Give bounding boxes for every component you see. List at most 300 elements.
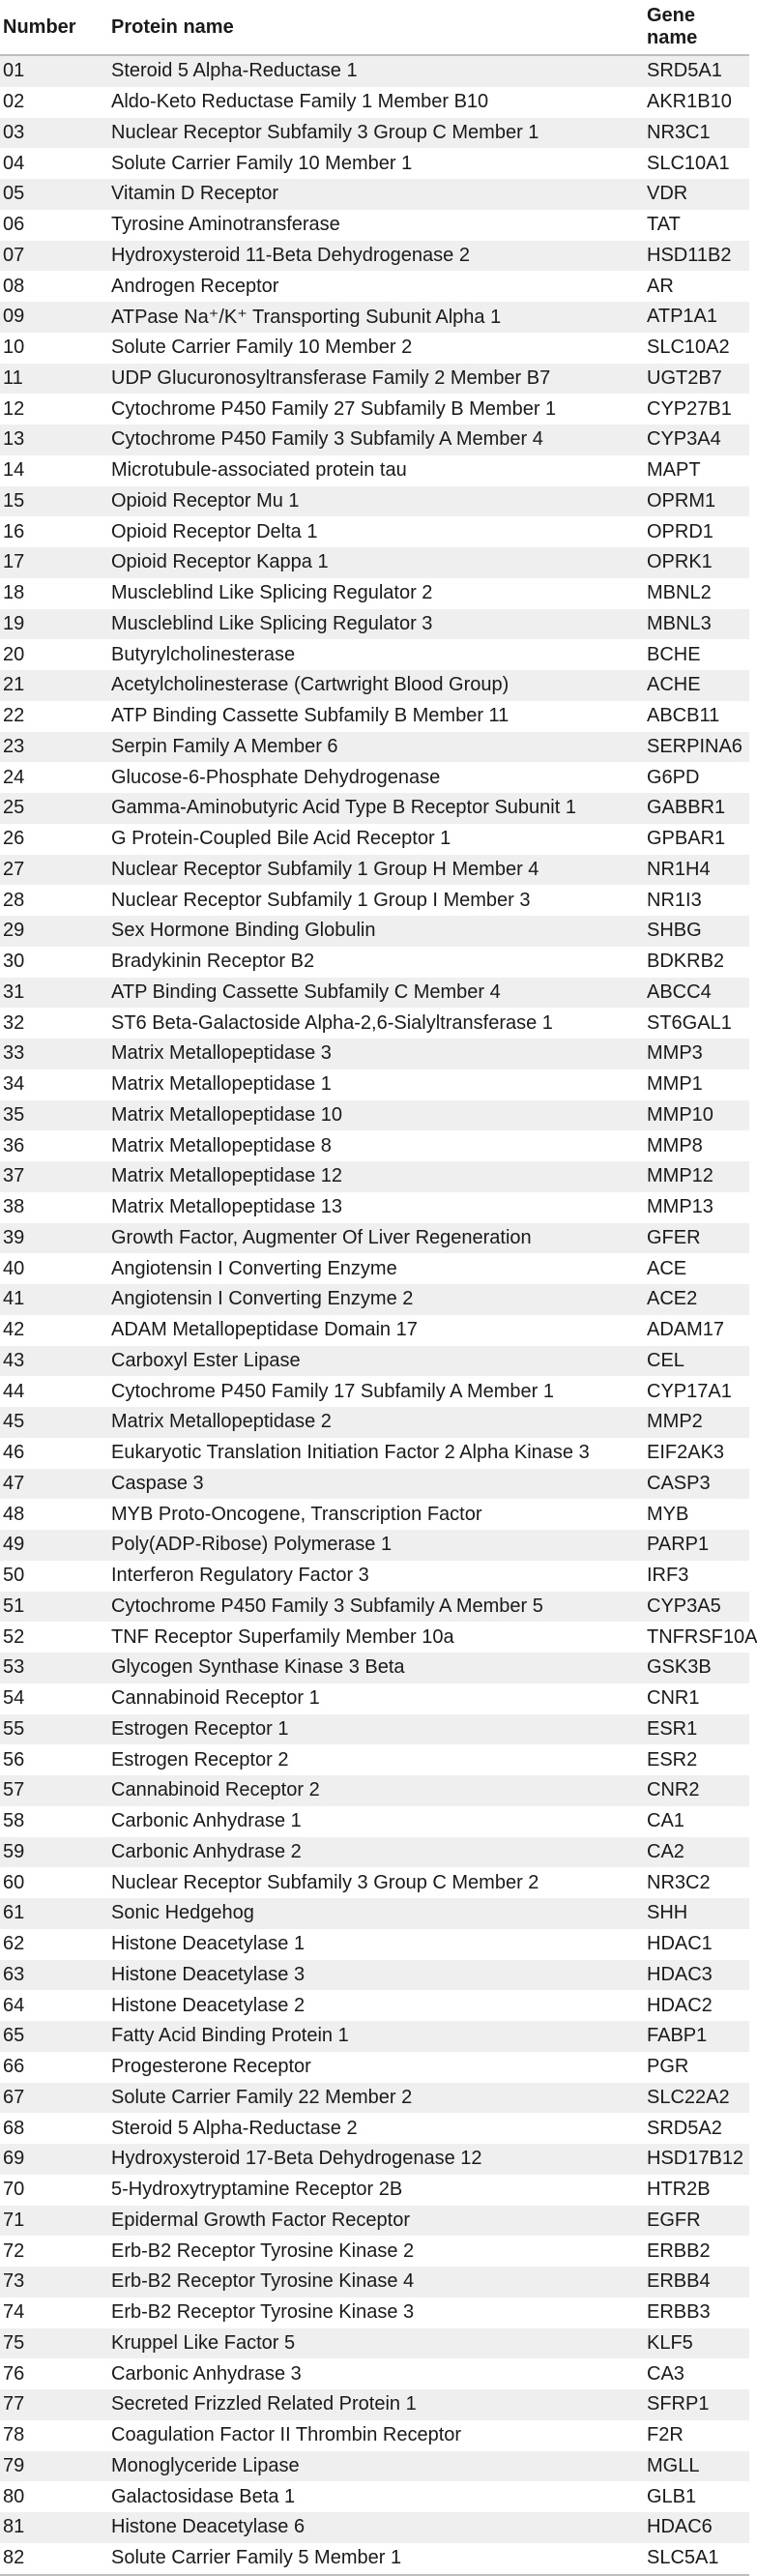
cell-number: 78 bbox=[0, 2420, 111, 2451]
cell-protein-name: Opioid Receptor Delta 1 bbox=[111, 516, 647, 547]
cell-gene-name: MYB bbox=[647, 1499, 749, 1530]
cell-protein-name: Cannabinoid Receptor 1 bbox=[111, 1683, 647, 1714]
cell-number: 21 bbox=[0, 670, 111, 701]
cell-gene-name: CA3 bbox=[647, 2358, 749, 2389]
cell-gene-name: NR3C1 bbox=[647, 118, 749, 149]
cell-protein-name: Solute Carrier Family 22 Member 2 bbox=[111, 2083, 647, 2114]
cell-number: 70 bbox=[0, 2175, 111, 2206]
table-row bbox=[0, 732, 749, 763]
cell-number: 47 bbox=[0, 1469, 111, 1500]
table-row bbox=[0, 978, 749, 1009]
cell-number: 43 bbox=[0, 1346, 111, 1377]
table-row bbox=[0, 1898, 749, 1929]
cell-number: 41 bbox=[0, 1284, 111, 1315]
cell-protein-name: Tyrosine Aminotransferase bbox=[111, 210, 647, 241]
table-row bbox=[0, 2451, 749, 2482]
table-row bbox=[0, 793, 749, 824]
cell-gene-name: MBNL2 bbox=[647, 578, 749, 609]
cell-protein-name: Steroid 5 Alpha-Reductase 2 bbox=[111, 2113, 647, 2144]
cell-protein-name: Epidermal Growth Factor Receptor bbox=[111, 2206, 647, 2237]
cell-gene-name: EGFR bbox=[647, 2206, 749, 2237]
cell-protein-name: Glucose-6-Phosphate Dehydrogenase bbox=[111, 762, 647, 793]
cell-protein-name: Cytochrome P450 Family 27 Subfamily B Member 1 bbox=[111, 394, 647, 424]
cell-number: 24 bbox=[0, 762, 111, 793]
cell-protein-name: Butyrylcholinesterase bbox=[111, 639, 647, 670]
cell-gene-name: ACE bbox=[647, 1253, 749, 1284]
cell-protein-name: Estrogen Receptor 2 bbox=[111, 1744, 647, 1775]
cell-number: 16 bbox=[0, 516, 111, 547]
cell-gene-name: ERBB3 bbox=[647, 2298, 749, 2328]
cell-number: 09 bbox=[0, 302, 111, 333]
table-row bbox=[0, 1622, 749, 1653]
cell-number: 60 bbox=[0, 1867, 111, 1898]
cell-protein-name: Angiotensin I Converting Enzyme 2 bbox=[111, 1284, 647, 1315]
cell-number: 62 bbox=[0, 1929, 111, 1960]
cell-protein-name: Carbonic Anhydrase 1 bbox=[111, 1806, 647, 1837]
cell-number: 77 bbox=[0, 2389, 111, 2420]
cell-number: 76 bbox=[0, 2358, 111, 2389]
cell-gene-name: CA1 bbox=[647, 1806, 749, 1837]
table-row bbox=[0, 1069, 749, 1100]
cell-gene-name: ERBB2 bbox=[647, 2236, 749, 2267]
cell-gene-name: CYP27B1 bbox=[647, 394, 749, 424]
cell-number: 66 bbox=[0, 2052, 111, 2083]
cell-protein-name: Cytochrome P450 Family 3 Subfamily A Member 4 bbox=[111, 424, 647, 455]
cell-number: 65 bbox=[0, 2021, 111, 2052]
cell-number: 42 bbox=[0, 1315, 111, 1346]
table-row bbox=[0, 1223, 749, 1254]
cell-gene-name: MMP8 bbox=[647, 1130, 749, 1161]
cell-gene-name: ESR2 bbox=[647, 1744, 749, 1775]
cell-protein-name: Aldo-Keto Reductase Family 1 Member B10 bbox=[111, 87, 647, 118]
cell-number: 56 bbox=[0, 1744, 111, 1775]
cell-number: 82 bbox=[0, 2543, 111, 2575]
cell-protein-name: Acetylcholinesterase (Cartwright Blood Group) bbox=[111, 670, 647, 701]
table-row bbox=[0, 2236, 749, 2267]
cell-number: 61 bbox=[0, 1898, 111, 1929]
cell-gene-name: UGT2B7 bbox=[647, 364, 749, 395]
cell-gene-name: ATP1A1 bbox=[647, 302, 749, 333]
table-row bbox=[0, 55, 749, 87]
cell-number: 20 bbox=[0, 639, 111, 670]
cell-protein-name: Nuclear Receptor Subfamily 1 Group H Member 4 bbox=[111, 855, 647, 886]
cell-number: 40 bbox=[0, 1253, 111, 1284]
cell-number: 17 bbox=[0, 547, 111, 578]
cell-gene-name: SLC10A1 bbox=[647, 148, 749, 179]
cell-gene-name: ABCC4 bbox=[647, 978, 749, 1009]
cell-gene-name: HDAC1 bbox=[647, 1929, 749, 1960]
cell-protein-name: Matrix Metallopeptidase 13 bbox=[111, 1192, 647, 1223]
table-row bbox=[0, 916, 749, 947]
cell-gene-name: CEL bbox=[647, 1346, 749, 1377]
cell-protein-name: Matrix Metallopeptidase 8 bbox=[111, 1130, 647, 1161]
cell-gene-name: ACHE bbox=[647, 670, 749, 701]
cell-protein-name: Cytochrome P450 Family 17 Subfamily A Member 1 bbox=[111, 1376, 647, 1407]
cell-number: 13 bbox=[0, 424, 111, 455]
table-row bbox=[0, 455, 749, 486]
table-row bbox=[0, 148, 749, 179]
cell-number: 05 bbox=[0, 179, 111, 210]
cell-gene-name: HSD17B12 bbox=[647, 2144, 749, 2175]
cell-gene-name: AKR1B10 bbox=[647, 87, 749, 118]
cell-number: 71 bbox=[0, 2206, 111, 2237]
table-row bbox=[0, 1346, 749, 1377]
table-row bbox=[0, 639, 749, 670]
table-row bbox=[0, 394, 749, 424]
cell-gene-name: MGLL bbox=[647, 2451, 749, 2482]
cell-gene-name: TNFRSF10A bbox=[647, 1622, 749, 1653]
cell-gene-name: SHH bbox=[647, 1898, 749, 1929]
cell-protein-name: Estrogen Receptor 1 bbox=[111, 1714, 647, 1745]
cell-number: 79 bbox=[0, 2451, 111, 2482]
table-row bbox=[0, 364, 749, 395]
cell-number: 22 bbox=[0, 701, 111, 732]
cell-number: 28 bbox=[0, 885, 111, 916]
cell-gene-name: GLB1 bbox=[647, 2481, 749, 2512]
table-row bbox=[0, 670, 749, 701]
cell-protein-name: ST6 Beta-Galactoside Alpha-2,6-Sialyltransferase 1 bbox=[111, 1008, 647, 1039]
cell-protein-name: Muscleblind Like Splicing Regulator 2 bbox=[111, 578, 647, 609]
cell-protein-name: 5-Hydroxytryptamine Receptor 2B bbox=[111, 2175, 647, 2206]
cell-gene-name: EIF2AK3 bbox=[647, 1438, 749, 1469]
cell-protein-name: UDP Glucuronosyltransferase Family 2 Member B7 bbox=[111, 364, 647, 395]
cell-number: 37 bbox=[0, 1161, 111, 1192]
cell-number: 33 bbox=[0, 1039, 111, 1069]
cell-gene-name: MAPT bbox=[647, 455, 749, 486]
cell-protein-name: Solute Carrier Family 5 Member 1 bbox=[111, 2543, 647, 2575]
table-row bbox=[0, 1683, 749, 1714]
cell-gene-name: CA2 bbox=[647, 1837, 749, 1868]
table-row bbox=[0, 762, 749, 793]
cell-number: 51 bbox=[0, 1592, 111, 1623]
cell-gene-name: VDR bbox=[647, 179, 749, 210]
cell-protein-name: Nuclear Receptor Subfamily 3 Group C Member 2 bbox=[111, 1867, 647, 1898]
cell-protein-name: ATPase Na⁺/K⁺ Transporting Subunit Alpha 1 bbox=[111, 302, 647, 333]
cell-protein-name: Histone Deacetylase 3 bbox=[111, 1960, 647, 1991]
cell-protein-name: Fatty Acid Binding Protein 1 bbox=[111, 2021, 647, 2052]
cell-gene-name: IRF3 bbox=[647, 1561, 749, 1592]
cell-gene-name: GPBAR1 bbox=[647, 824, 749, 855]
cell-number: 06 bbox=[0, 210, 111, 241]
table-row bbox=[0, 578, 749, 609]
cell-gene-name: MMP2 bbox=[647, 1407, 749, 1438]
cell-gene-name: PGR bbox=[647, 2052, 749, 2083]
table-row bbox=[0, 855, 749, 886]
cell-gene-name: CYP3A5 bbox=[647, 1592, 749, 1623]
cell-protein-name: Matrix Metallopeptidase 1 bbox=[111, 1069, 647, 1100]
table-row bbox=[0, 1253, 749, 1284]
table-row bbox=[0, 947, 749, 978]
cell-gene-name: CNR1 bbox=[647, 1683, 749, 1714]
cell-gene-name: G6PD bbox=[647, 762, 749, 793]
cell-number: 12 bbox=[0, 394, 111, 424]
cell-gene-name: ST6GAL1 bbox=[647, 1008, 749, 1039]
cell-number: 34 bbox=[0, 1069, 111, 1100]
table-row bbox=[0, 701, 749, 732]
cell-protein-name: Growth Factor, Augmenter Of Liver Regeneration bbox=[111, 1223, 647, 1254]
cell-number: 54 bbox=[0, 1683, 111, 1714]
cell-gene-name: ACE2 bbox=[647, 1284, 749, 1315]
cell-number: 68 bbox=[0, 2113, 111, 2144]
table-row bbox=[0, 2267, 749, 2298]
table-row bbox=[0, 1530, 749, 1561]
cell-gene-name: SLC22A2 bbox=[647, 2083, 749, 2114]
table-row bbox=[0, 2206, 749, 2237]
cell-gene-name: PARP1 bbox=[647, 1530, 749, 1561]
table-row bbox=[0, 1744, 749, 1775]
cell-protein-name: Galactosidase Beta 1 bbox=[111, 2481, 647, 2512]
cell-number: 19 bbox=[0, 609, 111, 640]
cell-gene-name: ABCB11 bbox=[647, 701, 749, 732]
cell-number: 04 bbox=[0, 148, 111, 179]
cell-protein-name: Histone Deacetylase 1 bbox=[111, 1929, 647, 1960]
cell-protein-name: Erb-B2 Receptor Tyrosine Kinase 2 bbox=[111, 2236, 647, 2267]
table-row bbox=[0, 302, 749, 333]
cell-gene-name: GSK3B bbox=[647, 1653, 749, 1683]
table-row bbox=[0, 1192, 749, 1223]
cell-protein-name: Hydroxysteroid 17-Beta Dehydrogenase 12 bbox=[111, 2144, 647, 2175]
cell-protein-name: Carbonic Anhydrase 3 bbox=[111, 2358, 647, 2389]
table-row bbox=[0, 1100, 749, 1131]
table-row bbox=[0, 609, 749, 640]
cell-protein-name: Progesterone Receptor bbox=[111, 2052, 647, 2083]
table-row bbox=[0, 87, 749, 118]
cell-gene-name: SERPINA6 bbox=[647, 732, 749, 763]
cell-protein-name: Matrix Metallopeptidase 2 bbox=[111, 1407, 647, 1438]
cell-protein-name: Coagulation Factor II Thrombin Receptor bbox=[111, 2420, 647, 2451]
table-row bbox=[0, 2358, 749, 2389]
cell-number: 32 bbox=[0, 1008, 111, 1039]
cell-protein-name: Solute Carrier Family 10 Member 2 bbox=[111, 333, 647, 364]
table-row bbox=[0, 1960, 749, 1991]
cell-protein-name: Vitamin D Receptor bbox=[111, 179, 647, 210]
cell-protein-name: Hydroxysteroid 11-Beta Dehydrogenase 2 bbox=[111, 241, 647, 272]
table-row bbox=[0, 424, 749, 455]
cell-protein-name: Androgen Receptor bbox=[111, 271, 647, 302]
cell-gene-name: KLF5 bbox=[647, 2328, 749, 2359]
table-row bbox=[0, 1376, 749, 1407]
table-row bbox=[0, 486, 749, 517]
table-row bbox=[0, 1161, 749, 1192]
cell-protein-name: Erb-B2 Receptor Tyrosine Kinase 3 bbox=[111, 2298, 647, 2328]
cell-protein-name: Bradykinin Receptor B2 bbox=[111, 947, 647, 978]
cell-number: 36 bbox=[0, 1130, 111, 1161]
cell-gene-name: F2R bbox=[647, 2420, 749, 2451]
cell-gene-name: SRD5A1 bbox=[647, 55, 749, 87]
cell-gene-name: ESR1 bbox=[647, 1714, 749, 1745]
table-row bbox=[0, 2481, 749, 2512]
cell-number: 02 bbox=[0, 87, 111, 118]
cell-gene-name: BDKRB2 bbox=[647, 947, 749, 978]
cell-number: 27 bbox=[0, 855, 111, 886]
cell-gene-name: CYP17A1 bbox=[647, 1376, 749, 1407]
cell-gene-name: AR bbox=[647, 271, 749, 302]
cell-gene-name: CYP3A4 bbox=[647, 424, 749, 455]
cell-protein-name: Monoglyceride Lipase bbox=[111, 2451, 647, 2482]
cell-number: 73 bbox=[0, 2267, 111, 2298]
table-header bbox=[0, 0, 749, 55]
cell-number: 14 bbox=[0, 455, 111, 486]
cell-protein-name: Matrix Metallopeptidase 12 bbox=[111, 1161, 647, 1192]
cell-gene-name: HDAC2 bbox=[647, 1990, 749, 2021]
cell-protein-name: Angiotensin I Converting Enzyme bbox=[111, 1253, 647, 1284]
cell-number: 29 bbox=[0, 916, 111, 947]
cell-protein-name: Carboxyl Ester Lipase bbox=[111, 1346, 647, 1377]
cell-gene-name: ADAM17 bbox=[647, 1315, 749, 1346]
table-row bbox=[0, 2113, 749, 2144]
table-row bbox=[0, 2175, 749, 2206]
cell-protein-name: Eukaryotic Translation Initiation Factor 2 Alpha Kinase 3 bbox=[111, 1438, 647, 1469]
cell-number: 72 bbox=[0, 2236, 111, 2267]
cell-gene-name: FABP1 bbox=[647, 2021, 749, 2052]
cell-number: 10 bbox=[0, 333, 111, 364]
cell-gene-name: OPRD1 bbox=[647, 516, 749, 547]
cell-number: 23 bbox=[0, 732, 111, 763]
cell-gene-name: HDAC6 bbox=[647, 2512, 749, 2543]
cell-protein-name: Sonic Hedgehog bbox=[111, 1898, 647, 1929]
table-row bbox=[0, 179, 749, 210]
cell-gene-name: SHBG bbox=[647, 916, 749, 947]
cell-number: 39 bbox=[0, 1223, 111, 1254]
table-row bbox=[0, 1469, 749, 1500]
cell-gene-name: TAT bbox=[647, 210, 749, 241]
cell-number: 55 bbox=[0, 1714, 111, 1745]
cell-protein-name: Steroid 5 Alpha-Reductase 1 bbox=[111, 55, 647, 87]
table-row bbox=[0, 547, 749, 578]
cell-gene-name: HTR2B bbox=[647, 2175, 749, 2206]
cell-number: 75 bbox=[0, 2328, 111, 2359]
cell-number: 49 bbox=[0, 1530, 111, 1561]
table-row bbox=[0, 1315, 749, 1346]
table-row bbox=[0, 2328, 749, 2359]
cell-number: 25 bbox=[0, 793, 111, 824]
header-protein-name: Protein name bbox=[111, 0, 647, 55]
cell-gene-name: SLC10A2 bbox=[647, 333, 749, 364]
cell-protein-name: Muscleblind Like Splicing Regulator 3 bbox=[111, 609, 647, 640]
cell-gene-name: GABBR1 bbox=[647, 793, 749, 824]
cell-number: 31 bbox=[0, 978, 111, 1009]
cell-protein-name: Cannabinoid Receptor 2 bbox=[111, 1775, 647, 1806]
cell-number: 18 bbox=[0, 578, 111, 609]
cell-number: 46 bbox=[0, 1438, 111, 1469]
header-gene-name: Gene name bbox=[647, 0, 749, 55]
cell-number: 81 bbox=[0, 2512, 111, 2543]
cell-gene-name: MMP13 bbox=[647, 1192, 749, 1223]
cell-gene-name: MMP3 bbox=[647, 1039, 749, 1069]
table-row bbox=[0, 1438, 749, 1469]
cell-protein-name: Caspase 3 bbox=[111, 1469, 647, 1500]
cell-protein-name: Opioid Receptor Mu 1 bbox=[111, 486, 647, 517]
cell-protein-name: Opioid Receptor Kappa 1 bbox=[111, 547, 647, 578]
cell-protein-name: Interferon Regulatory Factor 3 bbox=[111, 1561, 647, 1592]
cell-number: 69 bbox=[0, 2144, 111, 2175]
table-row bbox=[0, 1653, 749, 1683]
cell-protein-name: Glycogen Synthase Kinase 3 Beta bbox=[111, 1653, 647, 1683]
cell-gene-name: SRD5A2 bbox=[647, 2113, 749, 2144]
table-row bbox=[0, 2144, 749, 2175]
cell-protein-name: Erb-B2 Receptor Tyrosine Kinase 4 bbox=[111, 2267, 647, 2298]
table-row bbox=[0, 1499, 749, 1530]
table-row bbox=[0, 333, 749, 364]
table-row bbox=[0, 241, 749, 272]
cell-gene-name: CASP3 bbox=[647, 1469, 749, 1500]
cell-protein-name: Secreted Frizzled Related Protein 1 bbox=[111, 2389, 647, 2420]
cell-protein-name: Microtubule-associated protein tau bbox=[111, 455, 647, 486]
table-row bbox=[0, 2543, 749, 2575]
table-row bbox=[0, 271, 749, 302]
table-row bbox=[0, 2420, 749, 2451]
table-row bbox=[0, 1990, 749, 2021]
table-row bbox=[0, 1008, 749, 1039]
cell-number: 57 bbox=[0, 1775, 111, 1806]
cell-gene-name: NR1H4 bbox=[647, 855, 749, 886]
cell-gene-name: GFER bbox=[647, 1223, 749, 1254]
cell-number: 15 bbox=[0, 486, 111, 517]
table-row bbox=[0, 1561, 749, 1592]
cell-gene-name: HSD11B2 bbox=[647, 241, 749, 272]
table-row bbox=[0, 2021, 749, 2052]
table-row bbox=[0, 118, 749, 149]
cell-protein-name: ATP Binding Cassette Subfamily C Member 4 bbox=[111, 978, 647, 1009]
cell-gene-name: SFRP1 bbox=[647, 2389, 749, 2420]
table-row bbox=[0, 1837, 749, 1868]
table-row bbox=[0, 1407, 749, 1438]
table-row bbox=[0, 2512, 749, 2543]
cell-number: 38 bbox=[0, 1192, 111, 1223]
cell-number: 58 bbox=[0, 1806, 111, 1837]
cell-gene-name: SLC5A1 bbox=[647, 2543, 749, 2575]
cell-number: 50 bbox=[0, 1561, 111, 1592]
cell-number: 48 bbox=[0, 1499, 111, 1530]
cell-gene-name: BCHE bbox=[647, 639, 749, 670]
cell-gene-name: CNR2 bbox=[647, 1775, 749, 1806]
table-row bbox=[0, 2052, 749, 2083]
cell-number: 07 bbox=[0, 241, 111, 272]
table-row bbox=[0, 1806, 749, 1837]
table-row bbox=[0, 2083, 749, 2114]
table-body bbox=[0, 55, 757, 2575]
cell-protein-name: ATP Binding Cassette Subfamily B Member 11 bbox=[111, 701, 647, 732]
table-row bbox=[0, 1714, 749, 1745]
cell-gene-name: OPRM1 bbox=[647, 486, 749, 517]
cell-protein-name: Carbonic Anhydrase 2 bbox=[111, 1837, 647, 1868]
cell-gene-name: MMP10 bbox=[647, 1100, 749, 1131]
table-row bbox=[0, 2298, 749, 2328]
cell-number: 63 bbox=[0, 1960, 111, 1991]
cell-protein-name: Histone Deacetylase 6 bbox=[111, 2512, 647, 2543]
cell-protein-name: Nuclear Receptor Subfamily 1 Group I Member 3 bbox=[111, 885, 647, 916]
cell-number: 11 bbox=[0, 364, 111, 395]
cell-gene-name: MMP12 bbox=[647, 1161, 749, 1192]
cell-number: 53 bbox=[0, 1653, 111, 1683]
cell-protein-name: Histone Deacetylase 2 bbox=[111, 1990, 647, 2021]
cell-protein-name: TNF Receptor Superfamily Member 10a bbox=[111, 1622, 647, 1653]
cell-protein-name: MYB Proto-Oncogene, Transcription Factor bbox=[111, 1499, 647, 1530]
table-row bbox=[0, 1775, 749, 1806]
cell-protein-name: ADAM Metallopeptidase Domain 17 bbox=[111, 1315, 647, 1346]
cell-gene-name: ERBB4 bbox=[647, 2267, 749, 2298]
cell-number: 67 bbox=[0, 2083, 111, 2114]
table-row bbox=[0, 1929, 749, 1960]
cell-gene-name: NR3C2 bbox=[647, 1867, 749, 1898]
cell-gene-name: MMP1 bbox=[647, 1069, 749, 1100]
cell-number: 64 bbox=[0, 1990, 111, 2021]
cell-protein-name: Matrix Metallopeptidase 10 bbox=[111, 1100, 647, 1131]
table-row bbox=[0, 885, 749, 916]
cell-gene-name: HDAC3 bbox=[647, 1960, 749, 1991]
table-row bbox=[0, 516, 749, 547]
cell-protein-name: Serpin Family A Member 6 bbox=[111, 732, 647, 763]
